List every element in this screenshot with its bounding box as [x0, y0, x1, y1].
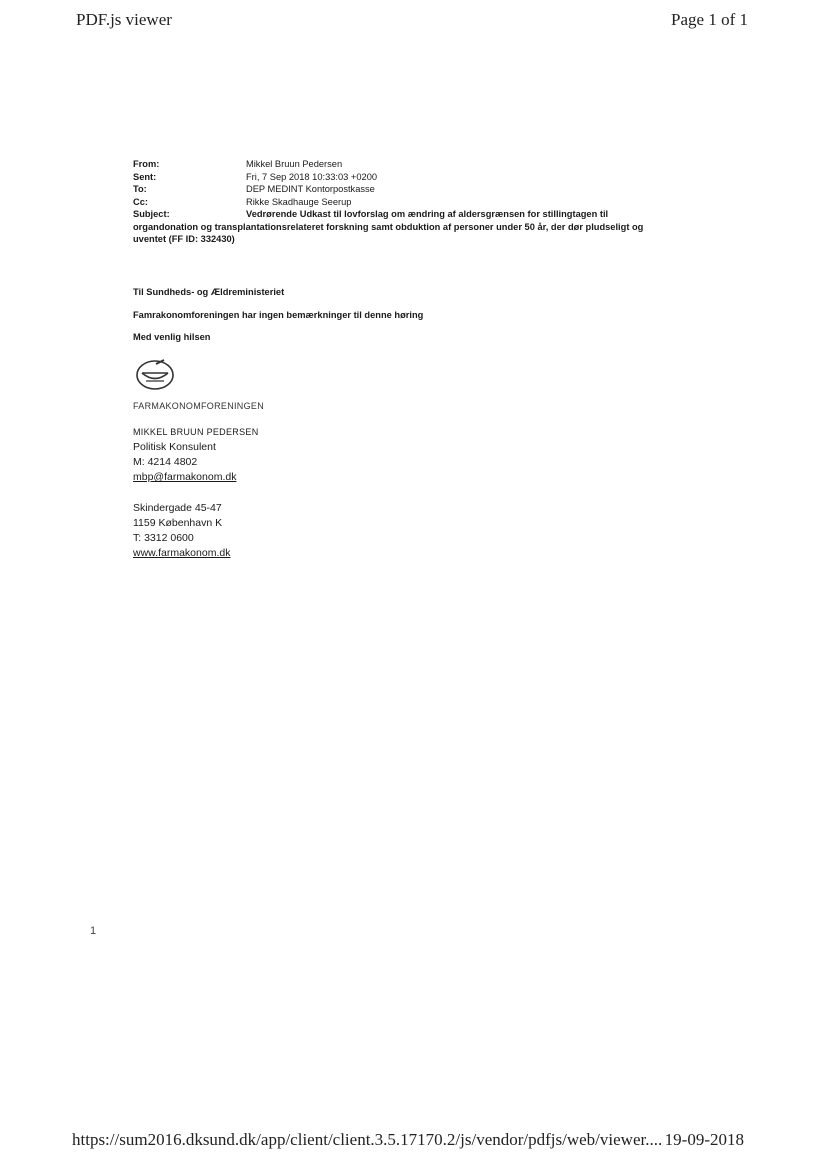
greeting: Til Sundheds- og Ældreministeriet [133, 287, 285, 297]
footer-date: 19-09-2018 [664, 1130, 744, 1149]
to-row [133, 183, 653, 196]
person-role: Politisk Konsulent [133, 441, 216, 453]
person-name: MIKKEL BRUUN PEDERSEN [133, 427, 259, 437]
org-name: FARMAKONOMFORENINGEN [133, 401, 265, 411]
to-value: DEP MEDINT Kontorpostkasse [246, 184, 375, 194]
cc-label: Cc: [133, 196, 148, 207]
sent-row [133, 171, 653, 184]
cc-row [133, 196, 653, 209]
subject-row [133, 208, 653, 246]
city-address: 1159 København K [133, 517, 223, 529]
to-label: To: [133, 184, 147, 194]
mortar-pestle-logo-icon [134, 358, 176, 392]
sent-value: Fri, 7 Sep 2018 10:33:03 +0200 [246, 171, 378, 182]
subject-label: Subject: [133, 209, 170, 219]
from-label: From: [133, 159, 160, 169]
footer-url: https://sum2016.dksund.dk/app/client/client.3.5.17170.2/js/vendor/pdfjs/web/viewer.... [72, 1130, 663, 1149]
from-row [133, 158, 653, 171]
from-value: Mikkel Bruun Pedersen [246, 159, 343, 169]
mobile-number: M: 4214 4802 [133, 456, 198, 468]
closing: Med venlig hilsen [133, 332, 211, 342]
page-indicator: Page 1 of 1 [671, 10, 748, 29]
signature-block [133, 425, 259, 485]
phone-number: T: 3312 0600 [133, 532, 194, 544]
address-block [133, 501, 230, 561]
app-title: PDF.js viewer [76, 10, 172, 29]
cc-value: Rikke Skadhauge Seerup [246, 196, 352, 207]
email-link[interactable]: mbp@farmakonom.dk [133, 471, 237, 483]
page-number: 1 [90, 925, 97, 937]
street-address: Skindergade 45-47 [133, 502, 222, 514]
website-link[interactable]: www.farmakonom.dk [133, 547, 231, 559]
subject-value: Vedrørende Udkast til lovforslag om ændring af aldersgrænsen for stillingtagen til organdonation og transplantationsrelateret forskning samt obduktion af personer under 50 år, der dør pludseligt og uventet (FF ID: 332430) [133, 209, 644, 244]
email-header [133, 158, 653, 246]
sent-label: Sent: [133, 171, 157, 182]
message: Famrakonomforeningen har ingen bemærkninger til denne høring [133, 310, 424, 320]
